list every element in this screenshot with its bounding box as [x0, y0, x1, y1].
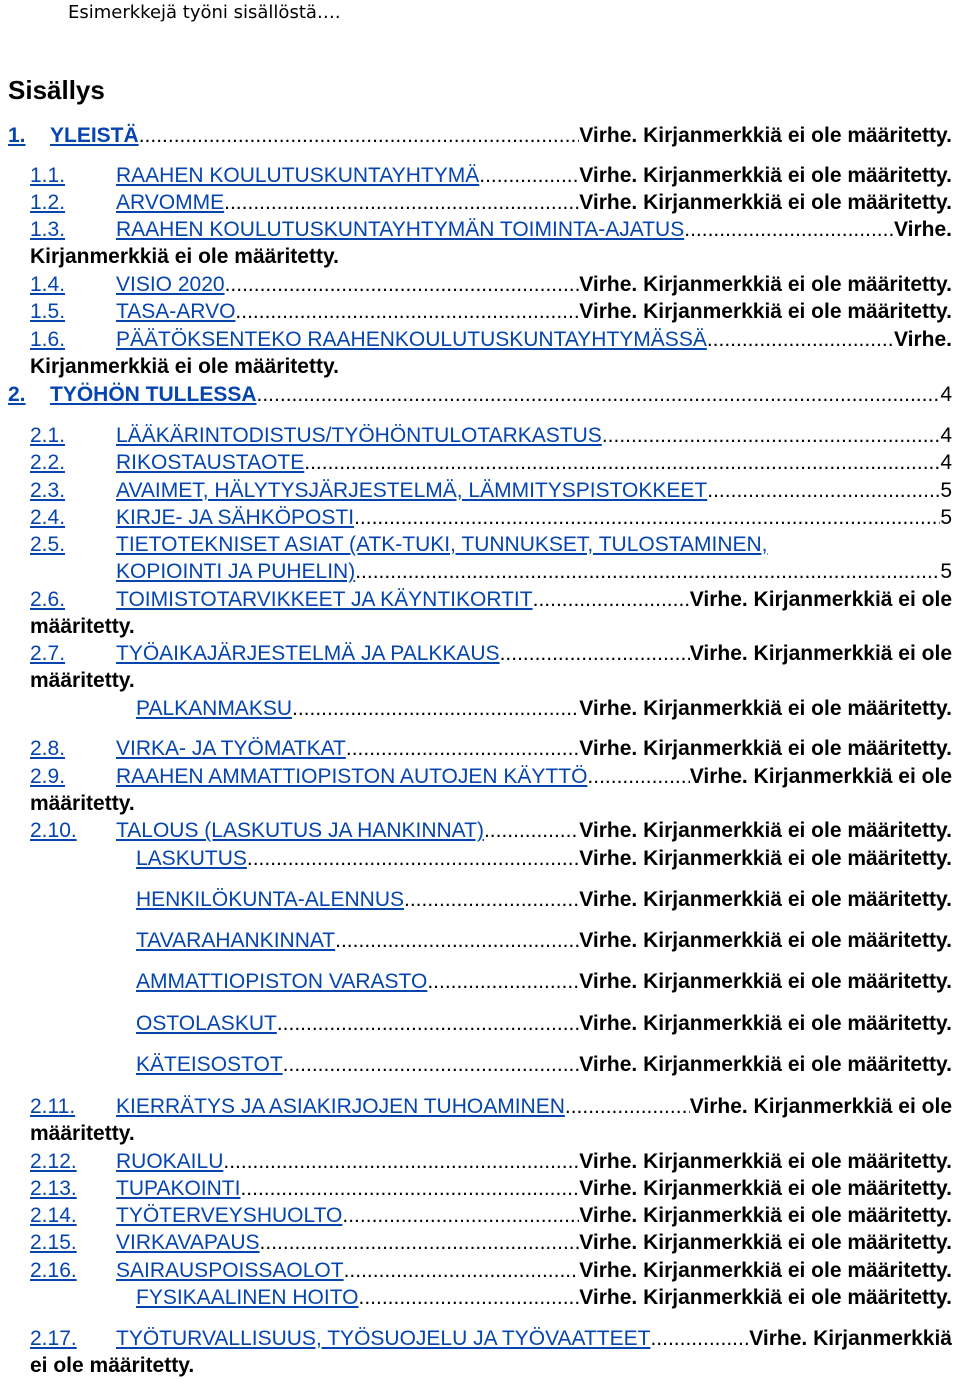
toc-number[interactable]: 2.16.: [30, 1259, 77, 1282]
toc-title[interactable]: VISIO 2020: [116, 273, 225, 296]
toc-page-number: 5: [940, 560, 952, 583]
toc-title[interactable]: VIRKAVAPAUS: [116, 1231, 260, 1254]
toc-title-continued[interactable]: KOPIOINTI JA PUHELIN): [116, 560, 356, 583]
toc-number[interactable]: 2.9.: [30, 765, 66, 788]
toc-title[interactable]: RAAHEN KOULUTUSKUNTAYHTYMÄN TOIMINTA-AJATUS: [116, 218, 685, 241]
toc-title[interactable]: OSTOLASKUT: [136, 1012, 277, 1035]
toc-entry-1[interactable]: [0, 122, 960, 149]
toc-title[interactable]: TYÖHÖN TULLESSA: [50, 383, 257, 406]
dot-leader: [224, 189, 579, 216]
toc-page-ref-continued: määritetty.: [30, 669, 135, 692]
dot-leader: [277, 1010, 579, 1037]
toc-entry-1-3[interactable]: [0, 216, 960, 243]
toc-number[interactable]: 1.3.: [30, 218, 66, 241]
toc-number[interactable]: 2.15.: [30, 1231, 77, 1254]
toc-title[interactable]: RUOKAILU: [116, 1150, 224, 1173]
dot-leader: [139, 122, 580, 149]
toc-title[interactable]: HENKILÖKUNTA-ALENNUS: [136, 888, 404, 911]
toc-page-ref: Virhe. Kirjanmerkkiä ei ole määritetty.: [579, 1177, 952, 1200]
dot-leader: [707, 326, 894, 353]
dot-leader: [240, 1175, 579, 1202]
dot-leader: [587, 763, 689, 790]
toc-page-number: 4: [940, 383, 952, 406]
toc-entry-2-11[interactable]: [0, 1093, 960, 1120]
dot-leader: [355, 558, 940, 585]
toc-page-ref: Virhe. Kirjanmerkkiä ei ole määritetty.: [579, 191, 952, 214]
toc-title[interactable]: KIERRÄTYS JA ASIAKIRJOJEN TUHOAMINEN: [116, 1095, 565, 1118]
dot-leader: [292, 695, 579, 722]
toc-number[interactable]: 2.5.: [30, 533, 66, 556]
toc-page-ref: Virhe. Kirjanmerkkiä ei ole: [689, 642, 952, 665]
dot-leader: [684, 216, 894, 243]
toc-number[interactable]: 2.8.: [30, 737, 66, 760]
dot-leader: [247, 845, 579, 872]
toc-entry-henkilokunta-alennus[interactable]: [0, 886, 960, 913]
toc-page-ref: Virhe. Kirjanmerkkiä ei ole määritetty.: [579, 300, 952, 323]
toc-page-ref: Virhe. Kirjanmerkkiä ei ole määritetty.: [579, 1259, 952, 1282]
toc-entry-fysikaalinen-hoito[interactable]: [0, 1284, 960, 1311]
toc-page-ref: Virhe. Kirjanmerkkiä ei ole määritetty.: [579, 1231, 952, 1254]
toc-entry-palkanmaksu[interactable]: [0, 695, 960, 722]
toc-number[interactable]: 2.14.: [30, 1204, 77, 1227]
toc-number[interactable]: 2.7.: [30, 642, 66, 665]
toc-number[interactable]: 1.5.: [30, 300, 66, 323]
toc-entry-2-2[interactable]: [0, 449, 960, 476]
dot-leader: [346, 735, 579, 762]
toc-page-ref: Virhe. Kirjanmerkkiä ei ole määritetty.: [579, 888, 952, 911]
toc-page-ref: Virhe. Kirjanmerkkiä ei ole määritetty.: [579, 164, 952, 187]
toc-title[interactable]: RIKOSTAUSTAOTE: [116, 451, 305, 474]
toc-number[interactable]: 2.10.: [30, 819, 77, 842]
toc-title[interactable]: ARVOMME: [116, 191, 225, 214]
toc-page-number: 4: [940, 424, 952, 447]
dot-leader: [484, 817, 579, 844]
toc-page-ref: Virhe. Kirjanmerkkiä ei ole määritetty.: [579, 1053, 952, 1076]
toc-title[interactable]: SAIRAUSPOISSAOLOT: [116, 1259, 344, 1282]
toc-entry-2-6[interactable]: [0, 586, 960, 613]
toc-number[interactable]: 1.1.: [30, 164, 66, 187]
dot-leader: [602, 422, 941, 449]
toc-entry-2-17[interactable]: [0, 1325, 960, 1352]
toc-title[interactable]: YLEISTÄ: [50, 124, 139, 147]
toc-title[interactable]: VIRKA- JA TYÖMATKAT: [116, 737, 346, 760]
toc-page-ref: Virhe. Kirjanmerkkiä ei ole määritetty.: [579, 1150, 952, 1173]
dot-leader: [354, 504, 940, 531]
dot-leader: [479, 162, 579, 189]
dot-leader: [344, 1257, 580, 1284]
toc-entry-2-5-continued[interactable]: [0, 558, 960, 585]
toc-heading: Sisällys: [8, 75, 105, 105]
toc-entry-2-5[interactable]: [0, 531, 960, 558]
dot-leader: [260, 1229, 580, 1256]
toc-number[interactable]: 2.12.: [30, 1150, 77, 1173]
toc-entry-laskutus[interactable]: [0, 845, 960, 872]
dot-leader: [257, 381, 941, 408]
toc-title[interactable]: TYÖTERVEYSHUOLTO: [116, 1204, 343, 1227]
dot-leader: [359, 1284, 580, 1311]
toc-entry-2-10[interactable]: [0, 817, 960, 844]
dot-leader: [427, 968, 579, 995]
toc-number[interactable]: 2.: [8, 383, 26, 406]
dot-leader: [707, 477, 940, 504]
toc-continuation: [0, 790, 960, 817]
toc-page-ref: Virhe. Kirjanmerkkiä ei ole määritetty.: [579, 929, 952, 952]
dot-leader: [533, 586, 690, 613]
dot-leader: [342, 1202, 579, 1229]
toc-page-ref-continued: määritetty.: [30, 615, 135, 638]
toc-number[interactable]: 2.13.: [30, 1177, 77, 1200]
toc-page-ref: Virhe. Kirjanmerkkiä ei ole: [689, 1095, 952, 1118]
toc-page-ref: Virhe. Kirjanmerkkiä ei ole määritetty.: [579, 1012, 952, 1035]
toc-page-number: 5: [940, 479, 952, 502]
toc-page-ref: Virhe. Kirjanmerkkiä ei ole määritetty.: [579, 124, 952, 147]
dot-leader: [500, 640, 690, 667]
toc-title[interactable]: TASA-ARVO: [116, 300, 236, 323]
toc-continuation: [0, 1120, 960, 1147]
toc-page-ref-continued: määritetty.: [30, 1122, 135, 1145]
toc-entry-2-13[interactable]: [0, 1175, 960, 1202]
toc-page-ref: Virhe. Kirjanmerkkiä ei ole määritetty.: [579, 697, 952, 720]
toc-entry-2-3[interactable]: [0, 477, 960, 504]
toc-entry-2-14[interactable]: [0, 1202, 960, 1229]
toc-continuation: [0, 613, 960, 640]
toc-entry-kateisostot[interactable]: [0, 1051, 960, 1078]
toc-page-ref: Virhe. Kirjanmerkkiä ei ole määritetty.: [579, 847, 952, 870]
toc-continuation: [0, 667, 960, 694]
toc-page-ref-continued: määritetty.: [30, 792, 135, 815]
dot-leader: [235, 298, 579, 325]
toc-title[interactable]: LASKUTUS: [136, 847, 247, 870]
toc-title[interactable]: KÄTEISOSTOT: [136, 1053, 283, 1076]
dot-leader: [650, 1325, 749, 1352]
toc-title[interactable]: AMMATTIOPISTON VARASTO: [136, 970, 428, 993]
toc-entry-2-7[interactable]: [0, 640, 960, 667]
toc-page-ref-continued: ei ole määritetty.: [30, 1354, 195, 1377]
dot-leader: [404, 886, 579, 913]
toc-entry-1-2[interactable]: [0, 189, 960, 216]
toc-number[interactable]: 1.2.: [30, 191, 66, 214]
toc-number[interactable]: 1.4.: [30, 273, 66, 296]
toc-title[interactable]: KIRJE- JA SÄHKÖPOSTI: [116, 506, 355, 529]
toc-title[interactable]: TYÖTURVALLISUUS, TYÖSUOJELU JA TYÖVAATTEET: [116, 1327, 651, 1350]
toc-entry-tavarahankinnat[interactable]: [0, 927, 960, 954]
toc-title[interactable]: TOIMISTOTARVIKKEET JA KÄYNTIKORTIT: [116, 588, 533, 611]
toc-entry-ostolaskut[interactable]: [0, 1010, 960, 1037]
dot-leader: [565, 1093, 690, 1120]
toc-page-ref: Virhe. Kirjanmerkkiä ei ole määritetty.: [579, 273, 952, 296]
toc-continuation: [0, 1352, 960, 1379]
toc-page-ref: Virhe. Kirjanmerkkiä: [749, 1327, 952, 1350]
toc-title[interactable]: PALKANMAKSU: [136, 697, 292, 720]
toc-page-ref-continued: Kirjanmerkkiä ei ole määritetty.: [30, 355, 339, 378]
toc-page-number: 4: [940, 451, 952, 474]
toc-entry-1-6[interactable]: [0, 326, 960, 353]
toc-number[interactable]: 2.3.: [30, 479, 66, 502]
toc-number[interactable]: 2.4.: [30, 506, 66, 529]
toc-title[interactable]: TIETOTEKNISET ASIAT (ATK-TUKI, TUNNUKSET, TULOSTAMINEN,: [116, 533, 768, 556]
toc-number[interactable]: 1.6.: [30, 328, 66, 351]
toc-entry-1-4[interactable]: [0, 271, 960, 298]
toc-title[interactable]: TYÖAIKAJÄRJESTELMÄ JA PALKKAUS: [116, 642, 500, 665]
toc-page-ref: Virhe.: [894, 328, 952, 351]
toc-entry-2-4[interactable]: [0, 504, 960, 531]
toc-entry-2[interactable]: [0, 381, 960, 408]
toc-entry-2-15[interactable]: [0, 1229, 960, 1256]
toc-title[interactable]: RAAHEN KOULUTUSKUNTAYHTYMÄ: [116, 164, 480, 187]
toc-page-ref: Virhe. Kirjanmerkkiä ei ole määritetty.: [579, 970, 952, 993]
toc-entry-2-16[interactable]: [0, 1257, 960, 1284]
top-note: Esimerkkejä työni sisällöstä….: [68, 2, 341, 23]
toc-title[interactable]: RAAHEN AMMATTIOPISTON AUTOJEN KÄYTTÖ: [116, 765, 588, 788]
toc-entry-2-9[interactable]: [0, 763, 960, 790]
toc-entry-1-5[interactable]: [0, 298, 960, 325]
toc-page-ref: Virhe. Kirjanmerkkiä ei ole määritetty.: [579, 819, 952, 842]
dot-leader: [304, 449, 940, 476]
toc-continuation: [0, 353, 960, 380]
toc-page-number: 5: [940, 506, 952, 529]
toc-page-ref: Virhe. Kirjanmerkkiä ei ole: [689, 765, 952, 788]
toc-entry-ammattiopiston-varasto[interactable]: [0, 968, 960, 995]
toc-page-ref: Virhe. Kirjanmerkkiä ei ole: [689, 588, 952, 611]
toc-page-ref: Virhe.: [894, 218, 952, 241]
dot-leader: [225, 271, 580, 298]
toc-page-ref: Virhe. Kirjanmerkkiä ei ole määritetty.: [579, 1204, 952, 1227]
toc-title[interactable]: FYSIKAALINEN HOITO: [136, 1286, 359, 1309]
toc-title[interactable]: TUPAKOINTI: [116, 1177, 241, 1200]
toc-number[interactable]: 2.11.: [30, 1095, 76, 1118]
dot-leader: [335, 927, 579, 954]
dot-leader: [283, 1051, 580, 1078]
toc-number[interactable]: 2.6.: [30, 588, 66, 611]
toc-title[interactable]: LÄÄKÄRINTODISTUS/TYÖHÖNTULOTARKASTUS: [116, 424, 602, 447]
toc-title[interactable]: TAVARAHANKINNAT: [136, 929, 336, 952]
toc-page-ref: Virhe. Kirjanmerkkiä ei ole määritetty.: [579, 1286, 952, 1309]
toc-continuation: [0, 243, 960, 270]
toc-number[interactable]: 2.2.: [30, 451, 66, 474]
toc-page-ref-continued: Kirjanmerkkiä ei ole määritetty.: [30, 245, 339, 268]
toc-number[interactable]: 2.1.: [30, 424, 66, 447]
toc-entry-1-1[interactable]: [0, 162, 960, 189]
toc-title[interactable]: PÄÄTÖKSENTEKO RAAHENKOULUTUSKUNTAYHTYMÄSSÄ: [116, 328, 707, 351]
dot-leader: [223, 1148, 579, 1175]
toc-page-ref: Virhe. Kirjanmerkkiä ei ole määritetty.: [579, 737, 952, 760]
toc-title[interactable]: TALOUS (LASKUTUS JA HANKINNAT): [116, 819, 484, 842]
toc-number[interactable]: 2.17.: [30, 1327, 77, 1350]
toc-number[interactable]: 1.: [8, 124, 26, 147]
toc-entry-2-8[interactable]: [0, 735, 960, 762]
toc-title[interactable]: AVAIMET, HÄLYTYSJÄRJESTELMÄ, LÄMMITYSPISTOKKEET: [116, 479, 708, 502]
toc-entry-2-1[interactable]: [0, 422, 960, 449]
toc-entry-2-12[interactable]: [0, 1148, 960, 1175]
